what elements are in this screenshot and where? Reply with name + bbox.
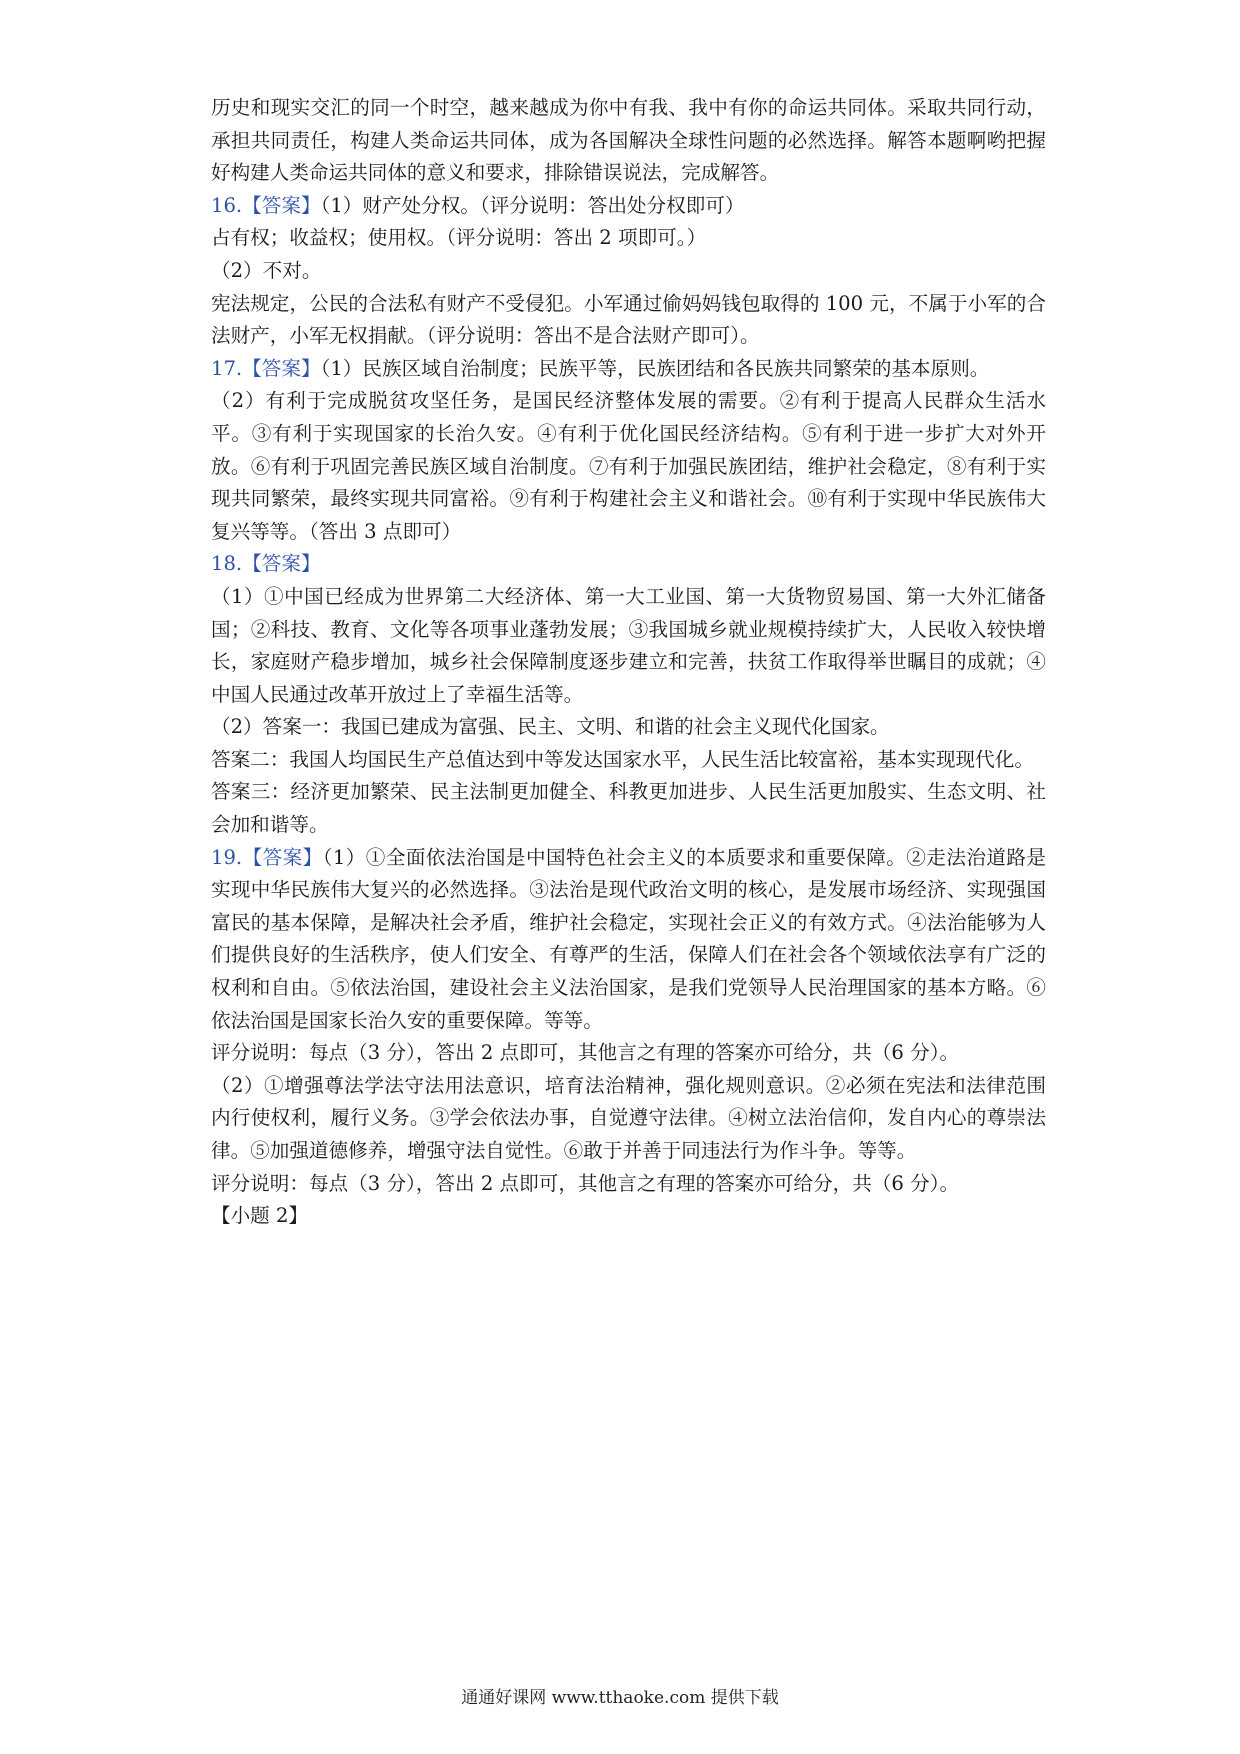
q19-answer-line-2: （2）①增强尊法学法守法用法意识，培育法治精神，强化规则意识。②必须在宪法和法律范围内行使权利，履行义务。③学会依法办事，自觉遵守法律。④树立法治信仰，发自内心的尊崇法律。⑤加强道德修养，增强守法自觉性。⑥敢于并善于同违法行为作斗争。等等。 [211, 1073, 1046, 1162]
q18-answer-tag: 【答案】 [242, 552, 321, 576]
page-body [211, 92, 1046, 1233]
q19-scoring-note-1: 评分说明：每点（3 分），答出 2 点即可，其他言之有理的答案亦可给分，共（6 分）。 [211, 1041, 960, 1065]
page-footer: 通通好课网 www.tthaoke.com 提供下载 [461, 1688, 779, 1708]
q18-number: 18. [211, 552, 243, 576]
q18-answer-line-3: 答案二：我国人均国民生产总值达到中等发达国家水平，人民生活比较富裕，基本实现现代化。 [211, 747, 1034, 771]
q17-answer-tag: 【答案】 [242, 356, 321, 380]
q16-answer-line-4: 宪法规定，公民的合法私有财产不受侵犯。小军通过偷妈妈钱包取得的 100 元，不属于小军的合法财产，小军无权捐献。（评分说明：答出不是合法财产即可）。 [211, 291, 1046, 348]
q17-answer-part1: （1）民族区域自治制度；民族平等，民族团结和各民族共同繁荣的基本原则。 [320, 356, 990, 380]
q19-number: 19. [211, 845, 243, 869]
q18-answer-line-1: （1）①中国已经成为世界第二大经济体、第一大工业国、第一大货物贸易国、第一大外汇储备国；②科技、教育、文化等各项事业蓬勃发展；③我国城乡就业规模持续扩大，人民收入较快增长，家庭财产稳步增加，城乡社会保障制度逐步建立和完善，扶贫工作取得举世瞩目的成就；④中国人民通过改革开放过上了幸福生活等。 [211, 584, 1046, 706]
q15-analysis-paragraph: 历史和现实交汇的同一个时空，越来越成为你中有我、我中有你的命运共同体。采取共同行动，承担共同责任，构建人类命运共同体，成为各国解决全球性问题的必然选择。解答本题啊哟把握好构建人类命运共同体的意义和要求，排除错误说法，完成解答。 [211, 96, 1046, 185]
q18-answer-line-4: 答案三：经济更加繁荣、民主法制更加健全、科教更加进步、人民生活更加殷实、生态文明、社会加和谐等。 [211, 780, 1046, 837]
q16-number: 16. [211, 193, 243, 217]
sub-question-label: 【小题 2】 [211, 1204, 309, 1228]
q19-scoring-note-2: 评分说明：每点（3 分），答出 2 点即可，其他言之有理的答案亦可给分，共（6 分）。 [211, 1171, 960, 1195]
q16-answer-line-2: 占有权；收益权；使用权。（评分说明：答出 2 项即可。） [211, 226, 707, 250]
q19-answer-tag: 【答案】 [242, 845, 323, 869]
q19-answer-part1: （1）①全面依法治国是中国特色社会主义的本质要求和重要保障。②走法治道路是实现中华民族伟大复兴的必然选择。③法治是现代政治文明的核心，是发展市场经济、实现强国富民的基本保障，是解决社会矛盾，维护社会稳定，实现社会正义的有效方式。④法治能够为人们提供良好的生活秩序，使人们安全、有尊严的生活，保障人们在社会各个领域依法享有广泛的权利和自由。⑤依法治国，建设社会主义法治国家，是我们党领导人民治理国家的基本方略。⑥依法治国是国家长治久安的重要保障。等等。 [211, 845, 1046, 1032]
q17-answer-line-2: （2）有利于完成脱贫攻坚任务，是国民经济整体发展的需要。②有利于提高人民群众生活水平。③有利于实现国家的长治久安。④有利于优化国民经济结构。⑤有利于进一步扩大对外开放。⑥有利于巩固完善民族区域自治制度。⑦有利于加强民族团结，维护社会稳定，⑧有利于实现共同繁荣，最终实现共同富裕。⑨有利于构建社会主义和谐社会。⑩有利于实现中华民族伟大复兴等等。（答出 3 点即可） [211, 389, 1046, 543]
q17-answer-line-1 [211, 353, 1046, 386]
q16-answer-part1: （1）财产处分权。（评分说明：答出处分权即可） [320, 193, 745, 217]
q17-number: 17. [211, 356, 243, 380]
q18-answer-header [211, 548, 1046, 581]
q18-answer-line-2: （2）答案一：我国已建成为富强、民主、文明、和谐的社会主义现代化国家。 [211, 715, 890, 739]
q16-answer-line-3: （2）不对。 [211, 258, 322, 282]
q19-answer-line-1 [211, 842, 1046, 1038]
q16-answer-tag: 【答案】 [242, 193, 321, 217]
q16-answer-line-1 [211, 190, 1046, 223]
